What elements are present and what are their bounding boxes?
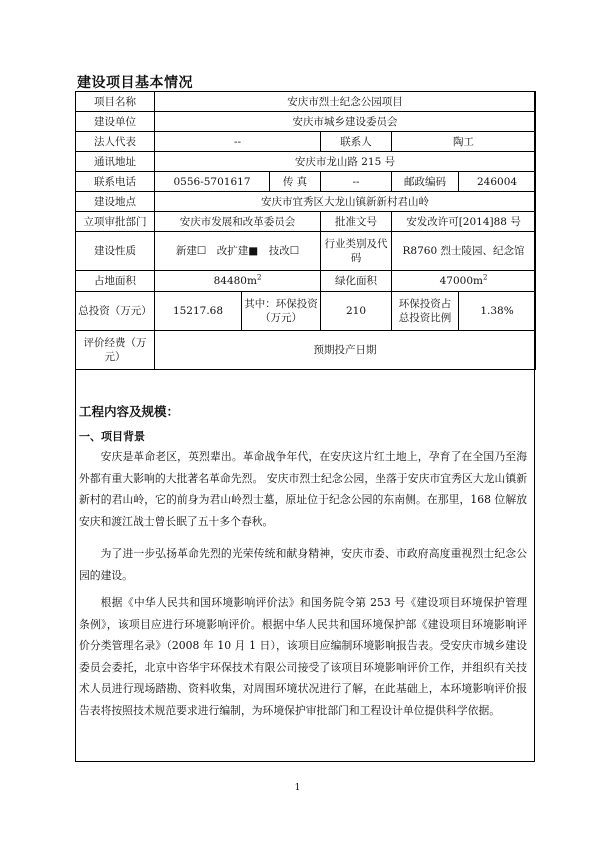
start-date-label: 预期投产日期 bbox=[155, 331, 536, 370]
address-label: 通讯地址 bbox=[76, 152, 155, 172]
total-invest-label: 总投资（万元） bbox=[76, 292, 155, 331]
approval-no-label: 批准文号 bbox=[321, 212, 392, 232]
phone-value: 0556-5701617 bbox=[155, 172, 270, 192]
table-row bbox=[76, 192, 536, 212]
legal-rep-label: 法人代表 bbox=[76, 132, 155, 152]
contact-label: 联系人 bbox=[321, 132, 392, 152]
paragraph-background: 安庆是革命老区，英烈辈出。革命战争年代，在安庆这片红土地上，孕育了在全国乃至海外都有重大影响的大批著名革命先烈。 安庆市烈士纪念公园，坐落于安庆市宜秀区大龙山镇新新村的君山岭，它的前身为君山岭烈士墓，原址位于纪念公园的东南侧。在那里，168 位解放安庆和渡江战士曾长眠了五十多个春秋。 bbox=[79, 450, 527, 528]
area-unit-exponent: 2 bbox=[256, 273, 262, 282]
section-title: 工程内容及规模： bbox=[79, 404, 180, 419]
table-row bbox=[76, 152, 536, 172]
green-label: 绿化面积 bbox=[321, 271, 392, 292]
nature-label: 建设性质 bbox=[76, 232, 155, 271]
green-unit-exponent: 2 bbox=[482, 273, 488, 282]
area-label: 占地面积 bbox=[76, 271, 155, 292]
table-row bbox=[76, 92, 536, 112]
area-value bbox=[155, 271, 321, 292]
site-label: 建设地点 bbox=[76, 192, 155, 212]
total-invest-value: 15217.68 bbox=[155, 292, 242, 331]
paragraph-legal-basis: 根据《中华人民共和国环境影响评价法》和国务院令第 253 号《建设项目环境保护管理条例》，该项目应进行环境影响评价。根据中华人民共和国环境保护部《建设项目环境影响评价分类管理名录》（2008 年 10 月 1 日），该项目应编制环境影响报告表。受安庆市城乡建设委员会委托，北京中咨华宇环保技术有限公司接受了该项目环境影响评价工作，并组织有关技术人员进行现场踏勘、资料收集，对周围环境状况进行了解，在此基础上，本环境影响评价报告表将按照技术规范要求进行编制，为环境保护审批部门和工程设计单位提供科学依据。 bbox=[79, 596, 527, 717]
builder-label: 建设单位 bbox=[76, 112, 155, 132]
env-ratio-value: 1.38% bbox=[459, 292, 536, 331]
green-number: 47000m bbox=[439, 275, 483, 287]
approval-no-value: 安发改许可[2014]88 号 bbox=[392, 212, 536, 232]
nature-value: 新建☐ 改扩建■ 技改☐ bbox=[155, 232, 321, 271]
document-title: 建设项目基本情况 bbox=[77, 75, 193, 91]
phone-label: 联系电话 bbox=[76, 172, 155, 192]
table-row bbox=[76, 112, 536, 132]
page-number: 1 bbox=[294, 783, 301, 793]
site-value: 安庆市宜秀区大龙山镇新新村君山岭 bbox=[155, 192, 536, 212]
contact-value: 陶工 bbox=[392, 132, 536, 152]
env-invest-value: 210 bbox=[321, 292, 392, 331]
table-row bbox=[76, 271, 536, 292]
industry-label: 行业类别及代码 bbox=[321, 232, 392, 271]
project-info-table bbox=[75, 91, 536, 370]
builder-value: 安庆市城乡建设委员会 bbox=[155, 112, 536, 132]
postcode-value: 246004 bbox=[459, 172, 536, 192]
approval-dept-value: 安庆市发展和改革委员会 bbox=[155, 212, 321, 232]
env-invest-label: 其中：环保投资（万元） bbox=[242, 292, 321, 331]
sub-section-title: 一、项目背景 bbox=[79, 430, 145, 443]
postcode-label: 邮政编码 bbox=[392, 172, 459, 192]
approval-dept-label: 立项审批部门 bbox=[76, 212, 155, 232]
paragraph-intent: 为了进一步弘扬革命先烈的光荣传统和献身精神，安庆市委、市政府高度重视烈士纪念公园的建设。 bbox=[79, 547, 527, 582]
table-row bbox=[76, 232, 536, 271]
area-number: 84480m bbox=[213, 275, 257, 287]
project-name-value: 安庆市烈士纪念公园项目 bbox=[155, 92, 536, 112]
eval-fee-label: 评价经费（万元） bbox=[76, 331, 155, 370]
fax-label: 传 真 bbox=[270, 172, 321, 192]
env-ratio-label: 环保投资占总投资比例 bbox=[392, 292, 459, 331]
address-value: 安庆市龙山路 215 号 bbox=[155, 152, 536, 172]
table-row bbox=[76, 132, 536, 152]
industry-value: R8760 烈士陵园、纪念馆 bbox=[392, 232, 536, 271]
legal-rep-value: -- bbox=[155, 132, 321, 152]
fax-value: -- bbox=[321, 172, 392, 192]
table-row bbox=[76, 292, 536, 331]
table-row bbox=[76, 212, 536, 232]
green-value bbox=[392, 271, 536, 292]
project-name-label: 项目名称 bbox=[76, 92, 155, 112]
table-row bbox=[76, 331, 536, 370]
table-row bbox=[76, 172, 536, 192]
